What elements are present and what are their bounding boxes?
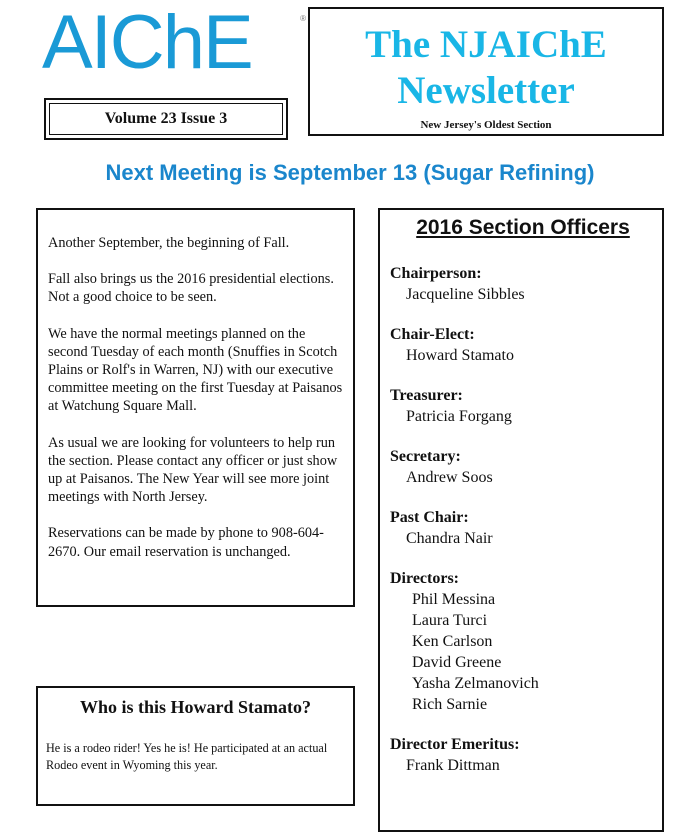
director-name: David Greene	[412, 654, 502, 671]
newsletter-title-line1: The NJAIChE	[365, 23, 607, 66]
intro-paragraph: Another September, the beginning of Fall.	[48, 235, 290, 251]
emeritus-name: Frank Dittman	[406, 757, 500, 774]
role-name: Andrew Soos	[406, 469, 493, 486]
director-name: Rich Sarnie	[412, 696, 488, 713]
next-meeting-headline: Next Meeting is September 13 (Sugar Refining)	[105, 160, 595, 185]
intro-paragraph: We have the normal meetings planned on the second Tuesday of each month (Snuffies in Scotch Plains or Rolf's in Warren, NJ) with our executive committee meeting on the first Tuesday at Paisanos at Watchung Square Mall.	[48, 325, 343, 415]
volume-label: Volume 23 Issue 3	[49, 103, 283, 135]
emeritus-title: Director Emeritus:	[390, 736, 520, 753]
intro-paragraph: As usual we are looking for volunteers to help run the section. Please contact any officer or just show up at Paisanos. The New Year will see more joint meetings with North Jersey.	[48, 434, 338, 506]
directors-title: Directors:	[390, 570, 459, 587]
officer-role	[390, 386, 656, 427]
role-title: Chair-Elect:	[390, 326, 475, 343]
newsletter-title-box	[308, 7, 664, 136]
role-title: Chairperson:	[390, 265, 482, 282]
role-name: Chandra Nair	[406, 530, 493, 547]
officer-role	[390, 325, 656, 366]
logo-text: AIChE	[42, 0, 252, 85]
emeritus-group	[390, 735, 656, 776]
role-title: Past Chair:	[390, 509, 469, 526]
officer-role	[390, 447, 656, 488]
howard-article	[36, 686, 355, 806]
volume-box	[44, 98, 288, 140]
intro-article	[36, 208, 355, 607]
howard-article-body: He is a rodeo rider! Yes he is! He participated at an actual Rodeo event in Wyoming this year.	[46, 741, 328, 772]
director-name: Ken Carlson	[412, 633, 493, 650]
role-name: Jacqueline Sibbles	[406, 286, 525, 303]
officer-role	[390, 508, 656, 549]
role-name: Howard Stamato	[406, 347, 514, 364]
intro-paragraph: Reservations can be made by phone to 908-604-2670. Our email reservation is unchanged.	[48, 525, 324, 560]
directors-group	[390, 569, 656, 715]
intro-paragraph: Fall also brings us the 2016 presidential elections. Not a good choice to be seen.	[48, 271, 334, 306]
aiche-logo	[42, 0, 306, 85]
role-name: Patricia Forgang	[406, 408, 512, 425]
director-name: Phil Messina	[412, 591, 496, 608]
section-officers-box	[378, 208, 664, 832]
officer-role	[390, 264, 656, 305]
director-name: Laura Turci	[412, 612, 488, 629]
officers-title: 2016 Section Officers	[416, 216, 630, 239]
newsletter-title-line2: Newsletter	[397, 69, 575, 112]
registered-mark: ®	[300, 14, 306, 23]
role-title: Secretary:	[390, 448, 461, 465]
role-title: Treasurer:	[390, 387, 463, 404]
howard-article-title: Who is this Howard Stamato?	[79, 697, 312, 717]
newsletter-subtitle: New Jersey's Oldest Section	[420, 119, 552, 131]
director-name: Yasha Zelmanovich	[412, 675, 539, 692]
